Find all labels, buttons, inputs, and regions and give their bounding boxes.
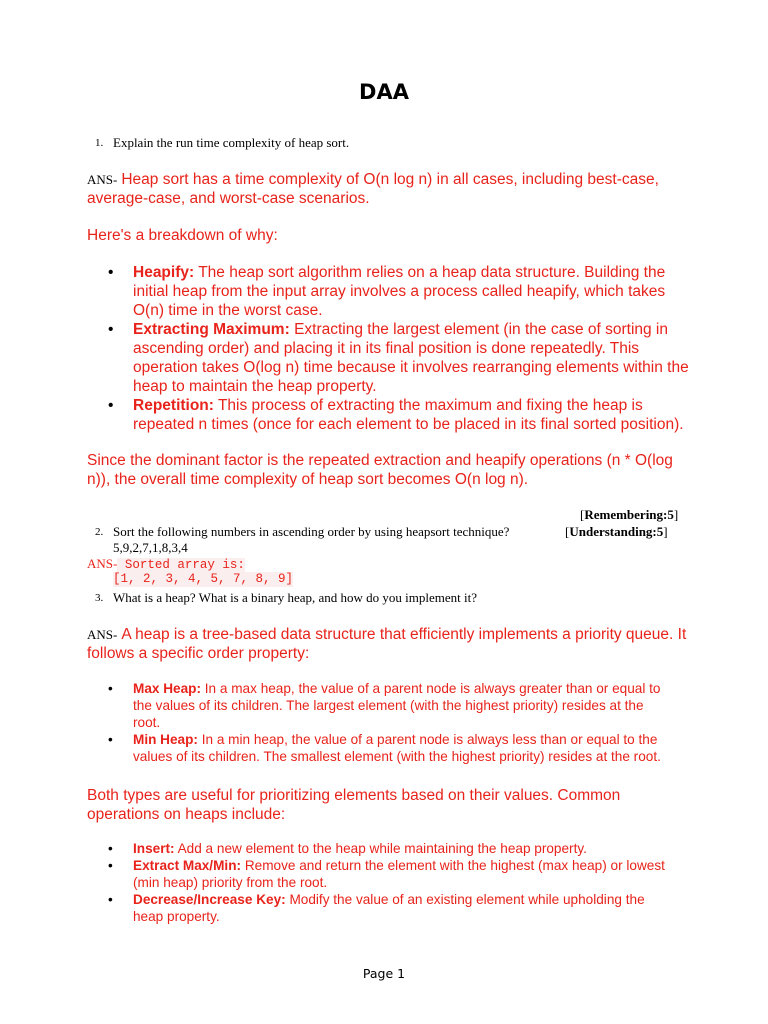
bullet-line: values of its children. The smallest element (with the highest priority) resides at the root. bbox=[133, 749, 661, 764]
bullet-term: Extract Max/Min: bbox=[133, 858, 242, 873]
list-item-decrease-increase-key bbox=[108, 891, 708, 925]
list-item-heapify bbox=[108, 263, 708, 320]
answer-2-code-line-1: Sorted array is: bbox=[117, 558, 245, 572]
bullet-line: Modify the value of an existing element while upholding the bbox=[289, 892, 645, 907]
bullet-line: This process of extracting the maximum and fixing the heap is bbox=[217, 397, 643, 414]
question-2-numbers: 5,9,2,7,1,8,3,4 bbox=[113, 540, 188, 555]
bullet-line: Extracting the largest element (in the case of sorting in bbox=[294, 321, 668, 338]
question-2-number: 2. bbox=[95, 526, 104, 538]
bullet-term: Max Heap: bbox=[133, 681, 201, 696]
answer-1-conclusion bbox=[87, 451, 707, 489]
bullet-term: Heapify: bbox=[133, 264, 195, 281]
bullet-term: Extracting Maximum: bbox=[133, 321, 290, 338]
bullet-term: Min Heap: bbox=[133, 732, 198, 747]
answer-1-intro bbox=[87, 170, 687, 208]
answer-3-intro bbox=[87, 625, 707, 663]
both-line: Both types are useful for prioritizing elements based on their values. Common bbox=[87, 787, 621, 804]
answer-2-code-line-2: [1, 2, 3, 4, 5, 7, 8, 9] bbox=[113, 572, 294, 586]
question-1-text: Explain the run time complexity of heap sort. bbox=[113, 135, 350, 150]
answer-3-both-types bbox=[87, 786, 707, 824]
bullet-line: initial heap from the input array involves a process called heapify, which takes bbox=[133, 283, 666, 300]
bullet-line: ascending order) and placing it in its final position is done repeatedly. This bbox=[133, 340, 640, 357]
tag-label: Understanding:5 bbox=[569, 524, 664, 539]
answer-3-intro-line: A heap is a tree-based data structure that efficiently implements a priority queue. It bbox=[121, 626, 687, 643]
list-item-max-heap bbox=[108, 680, 708, 731]
bullet-term: Decrease/Increase Key: bbox=[133, 892, 286, 907]
bullet-term: Repetition: bbox=[133, 397, 214, 414]
question-3-number: 3. bbox=[95, 592, 104, 604]
bullet-line: In a min heap, the value of a parent node is always less than or equal to the bbox=[201, 732, 658, 747]
bullet-line: In a max heap, the value of a parent node is always greater than or equal to bbox=[204, 681, 661, 696]
list-item-insert bbox=[108, 840, 708, 857]
bullet-line: repeated n times (once for each element to be placed in its final sorted position). bbox=[133, 416, 684, 433]
tag-remembering: [Remembering:5] bbox=[580, 507, 679, 522]
conclusion-line: n)), the overall time complexity of heap sort becomes O(n log n). bbox=[87, 471, 529, 488]
tag-understanding: [Understanding:5] bbox=[565, 524, 668, 539]
bullet-line: heap to maintain the heap property. bbox=[133, 378, 377, 395]
answer-3-intro-line: follows a specific order property: bbox=[87, 645, 310, 662]
heap-operations-list bbox=[108, 840, 708, 925]
answer-3-prefix: ANS- bbox=[87, 627, 118, 642]
question-1-number: 1. bbox=[95, 137, 104, 149]
page-number: Page 1 bbox=[362, 966, 406, 981]
answer-1-breakdown: Here's a breakdown of why: bbox=[87, 227, 278, 244]
answer-1-prefix: ANS- bbox=[87, 172, 118, 187]
answer-2-block bbox=[87, 556, 245, 573]
list-item-min-heap bbox=[108, 731, 708, 765]
heap-types-list bbox=[108, 680, 708, 765]
bullet-line: operation takes O(log n) time because it involves rearranging elements within the bbox=[133, 359, 689, 376]
answer-2-prefix: ANS- bbox=[87, 556, 118, 571]
question-3-text: What is a heap? What is a binary heap, and how do you implement it? bbox=[113, 590, 478, 605]
answer-1-bullet-list bbox=[108, 263, 708, 434]
list-item-repetition bbox=[108, 396, 708, 434]
bullet-line: Remove and return the element with the highest (max heap) or lowest bbox=[244, 858, 665, 873]
bullet-line: the values of its children. The largest element (with the highest priority) resides at the bbox=[133, 698, 644, 713]
answer-1-intro-text: Heap sort has a time complexity of O(n log n) in all cases, including best-case, average-case, and worst-case scenarios. bbox=[87, 171, 659, 207]
bullet-line: heap property. bbox=[133, 909, 220, 924]
both-line: operations on heaps include: bbox=[87, 806, 286, 823]
document-title: DAA bbox=[359, 80, 409, 104]
bullet-line: O(n) time in the worst case. bbox=[133, 302, 323, 319]
bullet-line: The heap sort algorithm relies on a heap data structure. Building the bbox=[198, 264, 666, 281]
conclusion-line: Since the dominant factor is the repeated extraction and heapify operations (n * O(log bbox=[87, 452, 673, 469]
bullet-line: root. bbox=[133, 715, 161, 730]
bullet-line: Add a new element to the heap while maintaining the heap property. bbox=[177, 841, 587, 856]
question-2-text: Sort the following numbers in ascending order by using heapsort technique? bbox=[113, 524, 510, 539]
tag-label: Remembering:5 bbox=[584, 507, 674, 522]
bullet-line: (min heap) priority from the root. bbox=[133, 875, 328, 890]
list-item-extracting-maximum bbox=[108, 320, 708, 396]
list-item-extract-max-min bbox=[108, 857, 708, 891]
bullet-term: Insert: bbox=[133, 841, 175, 856]
